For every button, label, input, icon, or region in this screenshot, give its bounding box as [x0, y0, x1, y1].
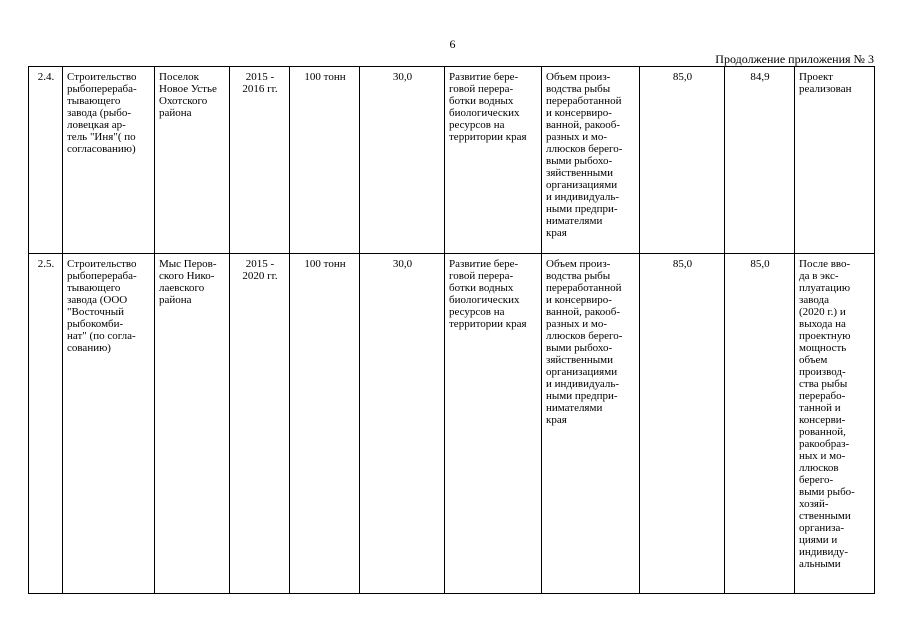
location: Поселок Новое Устье Охотского района — [155, 67, 230, 254]
program-table — [28, 66, 875, 594]
page-number: 6 — [449, 37, 456, 51]
actual-value: 85,0 — [725, 254, 795, 594]
object-name: Строительство рыбоперераба- тывающего завода (ООО "Восточный рыбокомби- нат" (по согла- сованию) — [63, 254, 155, 594]
implementation-period: 2015 - 2016 гг. — [230, 67, 290, 254]
table-row — [29, 67, 875, 254]
cost: 30,0 — [360, 254, 445, 594]
planned-value: 85,0 — [640, 254, 725, 594]
object-name: Строительство рыбоперераба- тывающего завода (рыбо- ловецкая ар- тель "Иня"( по согласованию) — [63, 67, 155, 254]
goal: Развитие бере- говой перера- ботки водных биологических ресурсов на территории края — [445, 254, 542, 594]
capacity: 100 тонн — [290, 67, 360, 254]
indicator: Объем произ- водства рыбы переработанной и консервиро- ванной, ракооб- разных и мо- ллюсков берего- выми рыбохо- зяйственными организациями и индивидуаль- ными предпри- нимателями края — [542, 254, 640, 594]
appendix-continuation-label: Продолжение приложения № 3 — [715, 52, 874, 66]
note: После вво- да в экс- плуатацию завода (2020 г.) и выхода на проектную мощность объем производ- ства рыбы перерабо- танной и консерви- рованной, ракообраз- ных и мо- ллюсков берего- выми рыбо- хозяй- ственными организа- циями и индивиду- альными — [795, 254, 875, 594]
row-number: 2.4. — [29, 67, 63, 254]
planned-value: 85,0 — [640, 67, 725, 254]
implementation-period: 2015 - 2020 гг. — [230, 254, 290, 594]
capacity: 100 тонн — [290, 254, 360, 594]
row-number: 2.5. — [29, 254, 63, 594]
cost: 30,0 — [360, 67, 445, 254]
actual-value: 84,9 — [725, 67, 795, 254]
goal: Развитие бере- говой перера- ботки водных биологических ресурсов на территории края — [445, 67, 542, 254]
indicator: Объем произ- водства рыбы переработанной и консервиро- ванной, ракооб- разных и мо- ллюсков берего- выми рыбохо- зяйственными организациями и индивидуаль- ными предпри- нимателями края — [542, 67, 640, 254]
table-row — [29, 254, 875, 594]
note: Проект реализован — [795, 67, 875, 254]
location: Мыс Перов- ского Нико- лаевского района — [155, 254, 230, 594]
